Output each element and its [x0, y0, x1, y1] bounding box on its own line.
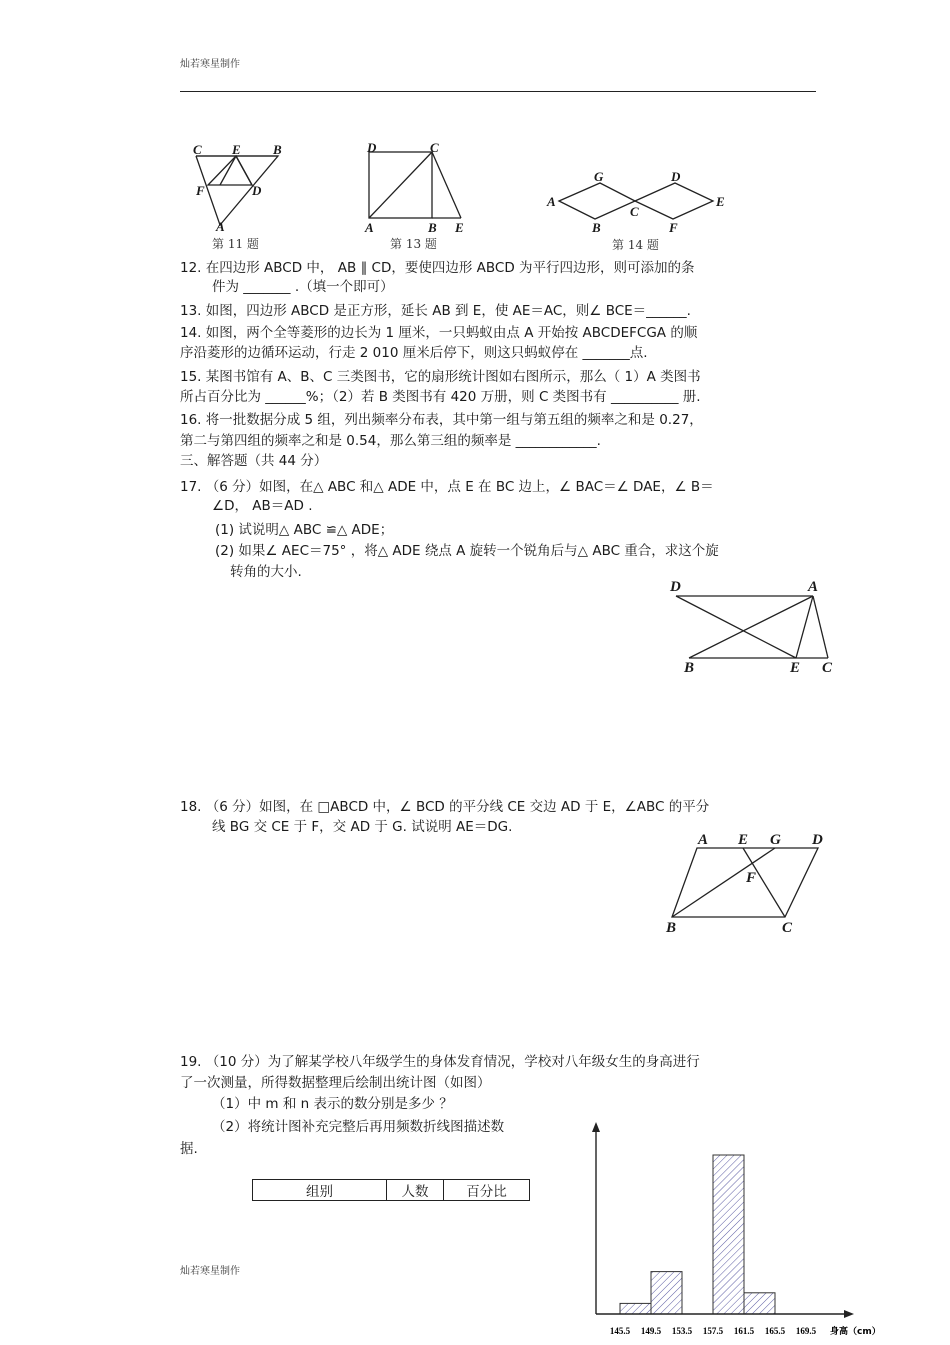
header-rule [180, 91, 816, 92]
fig11-label-a: A [216, 219, 225, 234]
figure-13 [360, 140, 470, 225]
q15-line2: 所占百分比为 ______%；（2）若 B 类图书有 420 万册，则 C 类图书有 __________ 册. [180, 389, 701, 405]
histogram-bar [713, 1155, 744, 1314]
q13: 13. 如图，四边形 ABCD 是正方形，延长 AB 到 E，使 AE＝AC，则∠ BCE＝______. [180, 303, 691, 319]
fig14-label-e: E [716, 194, 725, 209]
height-histogram [580, 1118, 880, 1340]
q17-sub2b: 转角的大小. [230, 564, 302, 580]
fig18-label-e: E [738, 832, 749, 848]
q14-line1: 14. 如图，两个全等菱形的边长为 1 厘米，一只蚂蚁由点 A 开始按 ABCDEFCGA 的顺 [180, 325, 698, 341]
q17-sub2a: (2) 如果∠ AEC＝75° ，将△ ADE 绕点 A 旋转一个锐角后与△ ABC 重合，求这个旋 [215, 543, 719, 559]
x-tick-label: 169.5 [795, 1326, 817, 1336]
q17-sub1: (1) 试说明△ ABC ≌△ ADE； [215, 522, 394, 538]
section-3-title: 三、解答题（共 44 分） [180, 453, 328, 469]
histogram-bar [651, 1272, 682, 1314]
q19-sub1: （1）中 m 和 n 表示的数分别是多少 ？ [212, 1096, 453, 1112]
q18-line2: 线 BG 交 CE 于 F，交 AD 于 G. 试说明 AE＝DG. [212, 819, 513, 835]
fig18-label-g: G [770, 832, 781, 848]
fig14-label-d: D [671, 169, 681, 184]
q17-line2: ∠D， AB＝AD . [212, 498, 313, 514]
fig18-label-d: D [812, 832, 823, 848]
table-header-percent: 百分比 [444, 1180, 530, 1201]
fig13-label-d: D [367, 140, 377, 155]
footer-watermark: 灿若寒星制作 [180, 1266, 240, 1277]
fig11-label-c: C [193, 142, 202, 157]
fig14-label-f: F [669, 220, 678, 235]
fig17-label-e: E [790, 660, 801, 676]
fig17-label-a: A [808, 579, 819, 595]
fig14-caption: 第 14 题 [612, 238, 659, 252]
fig14-label-a: A [547, 194, 556, 209]
y-axis-arrow [592, 1122, 600, 1132]
x-tick-label: 157.5 [702, 1326, 724, 1336]
fig17-label-b: B [684, 660, 695, 676]
fig11-label-b: B [273, 142, 282, 157]
x-tick-label: 153.5 [671, 1326, 693, 1336]
fig14-label-g: G [594, 169, 604, 184]
table-header-group: 组别 [253, 1180, 387, 1201]
x-tick-label: 165.5 [764, 1326, 786, 1336]
x-axis-arrow [844, 1310, 854, 1318]
histogram-bar [620, 1303, 651, 1314]
fig14-label-c: C [630, 204, 639, 219]
x-tick-label: 161.5 [733, 1326, 755, 1336]
fig13-label-b: B [428, 220, 437, 235]
fig14-label-b: B [592, 220, 601, 235]
fig11-caption: 第 11 题 [212, 237, 259, 251]
q12-line1: 12. 在四边形 ABCD 中， AB ∥ CD，要使四边形 ABCD 为平行四边形，则可添加的条 [180, 260, 695, 276]
q14-line2: 序沿菱形的边循环运动，行走 2 010 厘米后停下，则这只蚂蚁停在 _______点. [180, 345, 648, 361]
fig11-label-d: D [252, 183, 262, 198]
fig13-caption: 第 13 题 [390, 237, 437, 251]
x-tick-label: 149.5 [640, 1326, 662, 1336]
q12-line2: 件为 _______ .（填一个即可） [212, 279, 394, 295]
q18-line1: 18. （6 分）如图，在 □ABCD 中，∠ BCD 的平分线 CE 交边 AD 于 E，∠ABC 的平分 [180, 799, 710, 815]
q16-line1: 16. 将一批数据分成 5 组，列出频率分布表，其中第一组与第五组的频率之和是 0.27， [180, 412, 703, 428]
histogram-bar [744, 1293, 775, 1314]
q19-sub2a: （2）将统计图补充完整后再用频数折线图描述数 [212, 1119, 505, 1135]
q19-line1: 19. （10 分）为了解某学校八年级学生的身体发育情况，学校对八年级女生的身高进行 [180, 1054, 700, 1070]
q19-line2: 了一次测量，所得数据整理后绘制出统计图（如图） [180, 1075, 491, 1091]
fig13-label-a: A [365, 220, 374, 235]
fig17-label-d: D [670, 579, 681, 595]
fig13-label-e: E [455, 220, 464, 235]
fig11-label-f: F [196, 183, 205, 198]
table-header-row [253, 1180, 530, 1201]
q19-sub2b: 据. [180, 1141, 198, 1157]
q17-line1: 17. （6 分）如图，在△ ABC 和△ ADE 中，点 E 在 BC 边上，∠ BAC＝∠ DAE，∠ B＝ [180, 479, 714, 495]
fig13-label-c: C [430, 140, 439, 155]
figure-14 [545, 165, 725, 230]
fig11-label-e: E [232, 142, 241, 157]
fig18-label-b: B [666, 920, 677, 936]
fig18-label-c: C [782, 920, 793, 936]
fig18-label-a: A [698, 832, 709, 848]
table-header-count: 人数 [387, 1180, 444, 1201]
stat-table [252, 1179, 530, 1201]
q15-line1: 15. 某图书馆有 A、B、C 三类图书，它的扇形统计图如右图所示，那么（ 1）A 类图书 [180, 369, 701, 385]
fig17-label-c: C [822, 660, 833, 676]
fig18-label-f: F [746, 870, 757, 886]
header-watermark: 灿若寒星制作 [180, 59, 240, 70]
x-tick-label: 145.5 [609, 1326, 631, 1336]
q16-line2: 第二与第四组的频率之和是 0.54，那么第三组的频率是 ____________. [180, 433, 601, 449]
x-axis-label: 身高（cm） [830, 1327, 881, 1337]
